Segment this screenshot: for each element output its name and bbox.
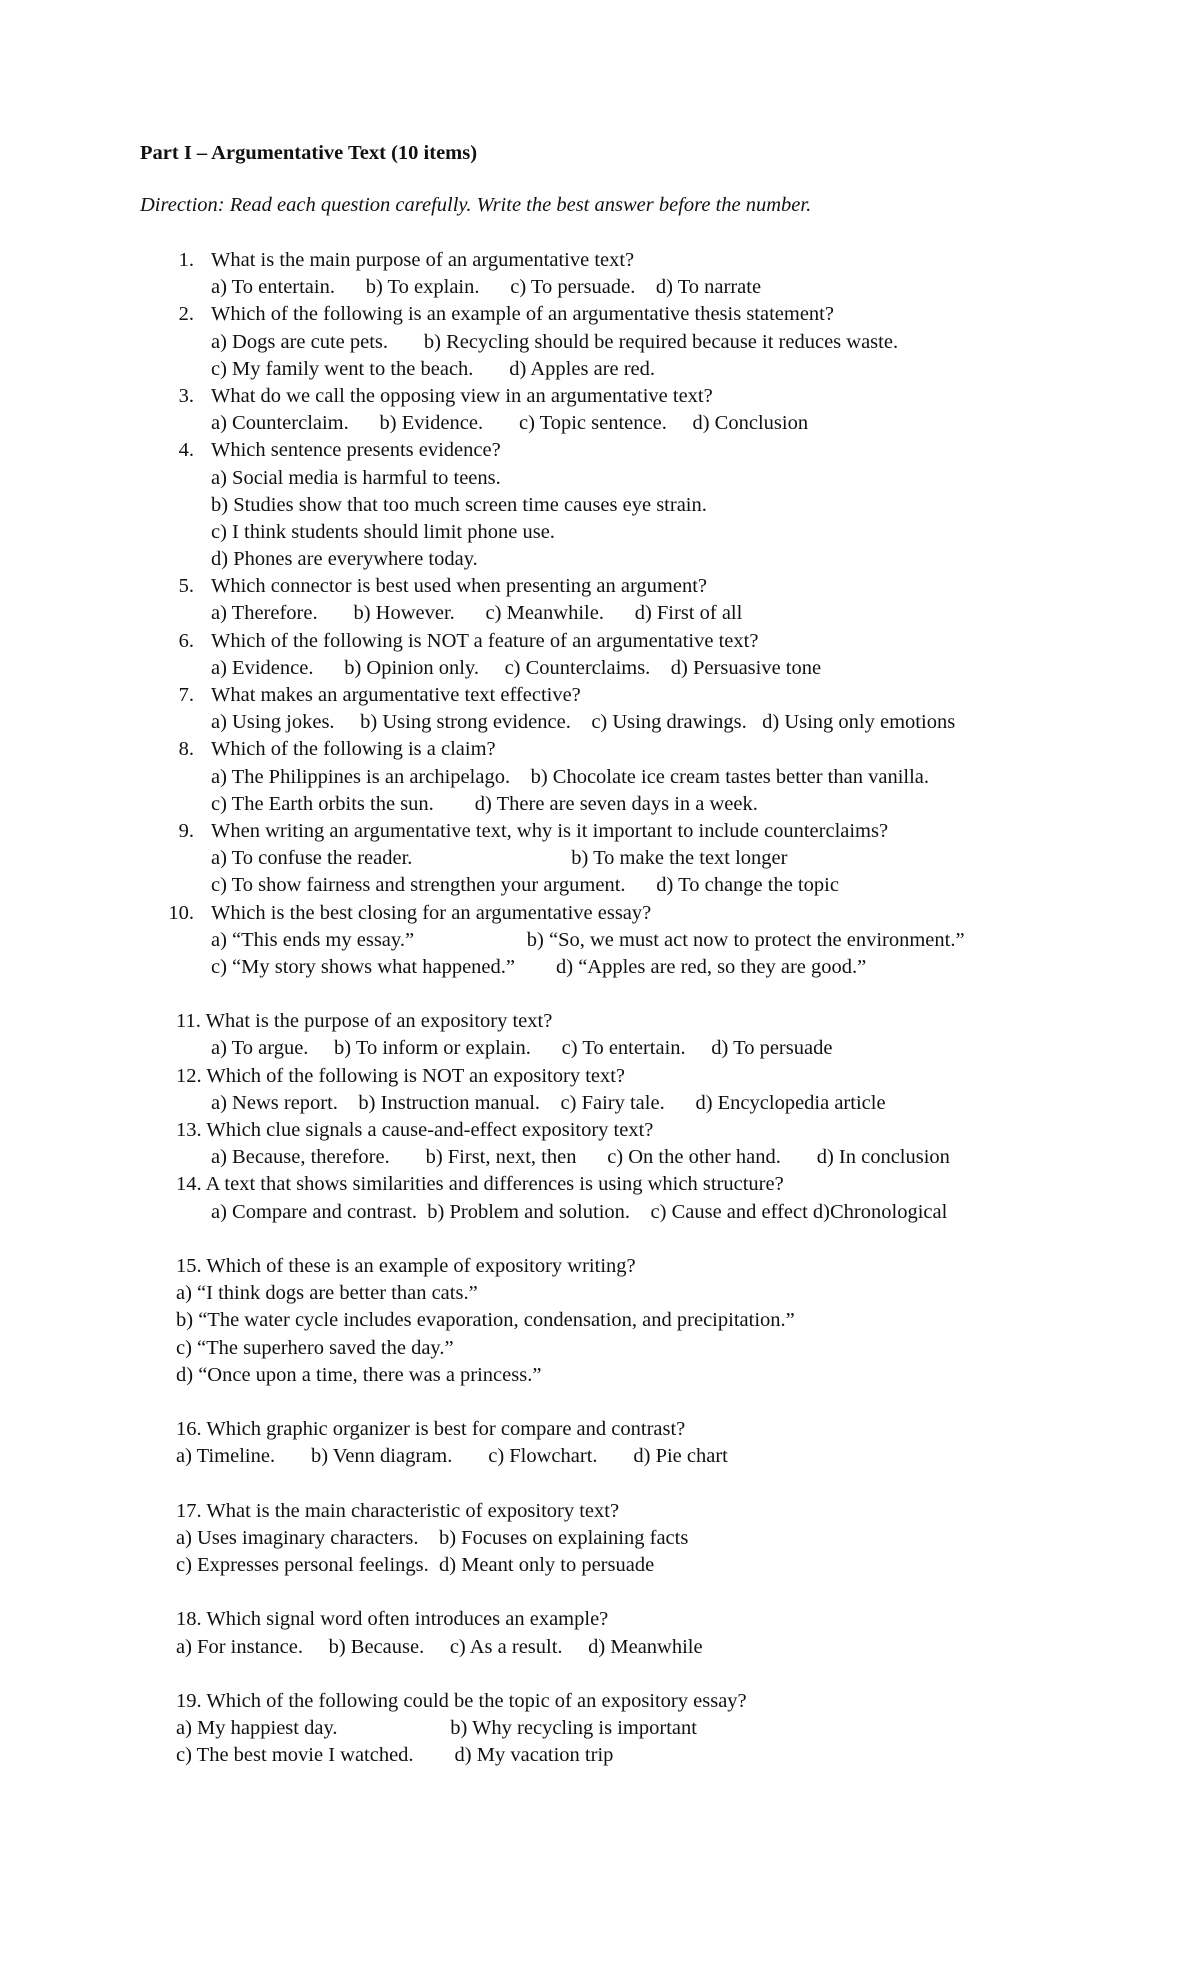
question-item: [0, 736, 1200, 763]
answer-options: a) Evidence. b) Opinion only. c) Counterclaims. d) Persuasive tone: [211, 656, 822, 679]
answer-options: a) Social media is harmful to teens.: [211, 466, 501, 489]
question-number: 2.: [178, 303, 194, 326]
question-text: Which connector is best used when presenting an argument?: [211, 575, 708, 598]
question-number: 7.: [178, 684, 194, 706]
question-text: What is the main purpose of an argumentative text?: [211, 249, 635, 271]
spacer: [0, 1389, 1200, 1416]
question-text: What makes an argumentative text effective?: [211, 684, 581, 706]
question-text: 17. What is the main characteristic of expository text?: [176, 1499, 620, 1522]
page-heading: Part I – Argumentative Text (10 items): [140, 142, 478, 164]
answer-options: a) Counterclaim. b) Evidence. c) Topic sentence. d) Conclusion: [211, 412, 809, 435]
answer-options: c) Expresses personal feelings. d) Meant only to persuade: [176, 1554, 655, 1576]
question-item: [0, 383, 1200, 410]
question-text: Which of the following is a claim?: [211, 738, 496, 761]
question-text: Which of the following is an example of an argumentative thesis statement?: [211, 303, 834, 326]
answer-options: a) Timeline. b) Venn diagram. c) Flowchart. d) Pie chart: [176, 1445, 728, 1468]
question-text: 18. Which signal word often introduces an example?: [176, 1608, 609, 1631]
question-item: [0, 1606, 1200, 1633]
question-list: [0, 247, 1200, 1770]
question-item: [0, 1253, 1200, 1280]
question-number: 6.: [178, 629, 194, 652]
question-text: Which is the best closing for an argumentative essay?: [211, 901, 652, 924]
answer-options: d) “Once upon a time, there was a princess.”: [176, 1363, 542, 1386]
answer-options: a) Because, therefore. b) First, next, then c) On the other hand. d) In conclusion: [211, 1146, 950, 1169]
question-item: [0, 247, 1200, 274]
question-text: Which sentence presents evidence?: [211, 439, 501, 462]
answer-options: a) Therefore. b) However. c) Meanwhile. d) First of all: [211, 602, 743, 625]
question-number: 8.: [178, 738, 194, 761]
direction-text: Direction: Read each question carefully. Write the best answer before the number.: [140, 194, 812, 216]
question-text: 19. Which of the following could be the topic of an expository essay?: [176, 1689, 747, 1712]
question-item: [0, 628, 1200, 655]
answer-options: a) To argue. b) To inform or explain. c) To entertain. d) To persuade: [211, 1037, 833, 1060]
answer-options: c) The Earth orbits the sun. d) There are seven days in a week.: [211, 792, 758, 815]
question-number: 9.: [178, 819, 194, 842]
question-item: [0, 818, 1200, 845]
answer-options: a) News report. b) Instruction manual. c) Fairy tale. d) Encyclopedia article: [211, 1091, 886, 1114]
answer-options: a) To confuse the reader. b) To make the text longer: [211, 847, 788, 870]
answer-options: b) Studies show that too much screen time causes eye strain.: [211, 493, 707, 516]
question-item: [0, 900, 1200, 927]
answer-options: a) Uses imaginary characters. b) Focuses on explaining facts: [176, 1526, 689, 1549]
question-item: [0, 1416, 1200, 1443]
answer-options: a) Using jokes. b) Using strong evidence. c) Using drawings. d) Using only emotions: [211, 711, 956, 734]
answer-options: a) For instance. b) Because. c) As a result. d) Meanwhile: [176, 1635, 703, 1658]
answer-options: a) My happiest day. b) Why recycling is important: [176, 1717, 697, 1740]
question-number: 4.: [178, 439, 194, 462]
question-text: 13. Which clue signals a cause-and-effect expository text?: [176, 1119, 654, 1141]
answer-options: a) The Philippines is an archipelago. b) Chocolate ice cream tastes better than vanilla.: [211, 765, 930, 788]
question-text: 12. Which of the following is NOT an expository text?: [176, 1064, 626, 1087]
answer-options: a) Compare and contrast. b) Problem and solution. c) Cause and effect d)Chronological: [211, 1200, 948, 1223]
question-item: [0, 1171, 1200, 1198]
answer-options: a) To entertain. b) To explain. c) To persuade. d) To narrate: [211, 276, 762, 299]
question-item: [0, 573, 1200, 600]
question-text: What do we call the opposing view in an argumentative text?: [211, 384, 713, 407]
question-text: 16. Which graphic organizer is best for compare and contrast?: [176, 1418, 686, 1441]
answer-options: c) My family went to the beach. d) Apples are red.: [211, 357, 656, 380]
question-text: 14. A text that shows similarities and differences is using which structure?: [176, 1173, 784, 1196]
question-text: 11. What is the purpose of an expository text?: [176, 1010, 553, 1033]
question-text: Which of the following is NOT a feature of an argumentative text?: [211, 629, 759, 652]
question-item: [0, 1688, 1200, 1715]
answer-options: d) Phones are everywhere today.: [211, 548, 478, 571]
answer-options: c) The best movie I watched. d) My vacation trip: [176, 1744, 614, 1767]
question-text: When writing an argumentative text, why is it important to include counterclaims?: [211, 819, 889, 842]
question-item: [0, 301, 1200, 328]
spacer: [0, 1661, 1200, 1688]
answer-options: a) Dogs are cute pets. b) Recycling should be required because it reduces waste.: [211, 330, 899, 353]
question-item: [0, 437, 1200, 464]
answer-options: b) “The water cycle includes evaporation, condensation, and precipitation.”: [176, 1309, 795, 1332]
answer-options: a) “I think dogs are better than cats.”: [176, 1282, 478, 1305]
spacer: [0, 1579, 1200, 1606]
question-number: 3.: [178, 384, 194, 407]
question-number: 5.: [178, 575, 194, 598]
question-item: [0, 1117, 1200, 1144]
question-text: 15. Which of these is an example of expository writing?: [176, 1254, 636, 1277]
question-item: [0, 1008, 1200, 1035]
question-item: [0, 1063, 1200, 1090]
answer-options: c) “My story shows what happened.” d) “Apples are red, so they are good.”: [211, 955, 867, 978]
answer-options: c) To show fairness and strengthen your argument. d) To change the topic: [211, 874, 839, 897]
question-number: 10.: [168, 901, 194, 924]
question-number: 1.: [178, 249, 194, 271]
question-item: [0, 1498, 1200, 1525]
spacer: [0, 1226, 1200, 1253]
answer-options: a) “This ends my essay.” b) “So, we must act now to protect the environment.”: [211, 928, 965, 951]
spacer: [0, 981, 1200, 1008]
answer-options: c) “The superhero saved the day.”: [176, 1336, 454, 1359]
spacer: [0, 1470, 1200, 1497]
answer-options: c) I think students should limit phone use.: [211, 520, 555, 543]
question-item: [0, 682, 1200, 709]
